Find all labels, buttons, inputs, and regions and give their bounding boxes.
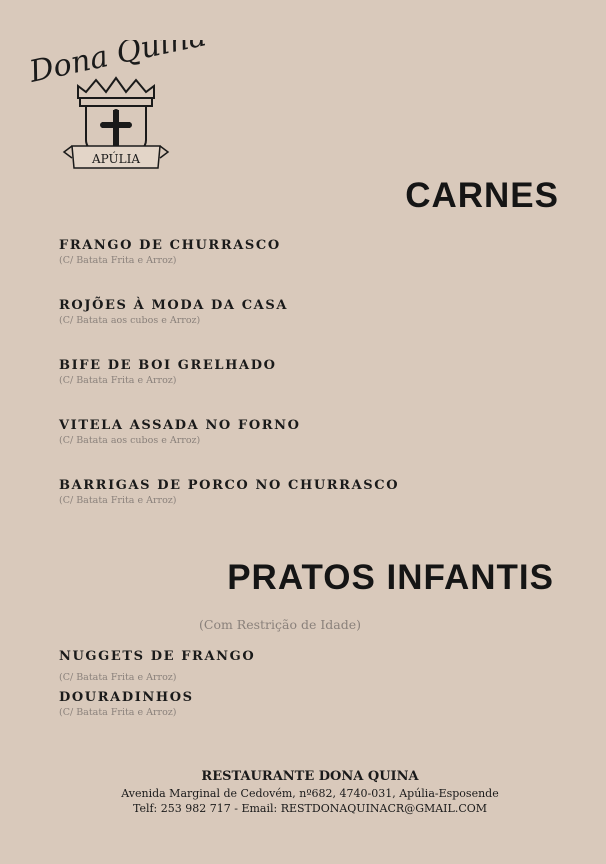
section-title-infantis: PRATOS INFANTIS <box>227 558 554 597</box>
restaurant-logo <box>26 40 216 180</box>
footer-contact: Telf: 253 982 717 - Email: RESTDONAQUINACR@GMAIL.COM <box>132 802 488 815</box>
menu-item-name: DOURADINHOS <box>59 690 194 705</box>
logo-script-text: Dona Quina <box>26 40 210 90</box>
footer-restaurant-name: RESTAURANTE DONA QUINA <box>201 769 419 784</box>
menu-item-name: ROJÕES À MODA DA CASA <box>59 298 289 313</box>
section-title-carnes: CARNES <box>405 176 559 215</box>
menu-item <box>59 649 255 684</box>
menu-item <box>59 358 277 387</box>
menu-item-desc: (C/ Batata Frita e Arroz) <box>59 375 177 386</box>
menu-item-desc: (C/ Batata Frita e Arroz) <box>59 255 177 266</box>
menu-item-desc: (C/ Batata aos cubos e Arroz) <box>59 435 201 446</box>
menu-item-desc: (C/ Batata Frita e Arroz) <box>59 707 177 718</box>
menu-item-name: FRANGO DE CHURRASCO <box>59 238 281 253</box>
menu-item <box>59 238 281 267</box>
footer-address: Avenida Marginal de Cedovém, nº682, 4740-031, Apúlia-Esposende <box>121 787 499 800</box>
menu-item-name: BIFE DE BOI GRELHADO <box>59 358 277 373</box>
menu-item-desc: (C/ Batata aos cubos e Arroz) <box>59 315 201 326</box>
menu-item-name: VITELA ASSADA NO FORNO <box>59 418 301 433</box>
menu-item <box>59 298 288 327</box>
menu-item <box>59 478 399 507</box>
footer <box>0 768 606 816</box>
menu-item-desc: (C/ Batata Frita e Arroz) <box>59 672 177 683</box>
menu-item <box>59 690 194 719</box>
menu-item <box>59 418 301 447</box>
logo-emblem-icon <box>26 40 216 180</box>
menu-item-desc: (C/ Batata Frita e Arroz) <box>59 495 177 506</box>
logo-banner-text: APÚLIA <box>91 152 141 166</box>
menu-item-name: BARRIGAS DE PORCO NO CHURRASCO <box>59 478 400 493</box>
menu-item-name: NUGGETS DE FRANGO <box>59 649 256 664</box>
section-subtitle: (Com Restrição de Idade) <box>199 617 362 632</box>
